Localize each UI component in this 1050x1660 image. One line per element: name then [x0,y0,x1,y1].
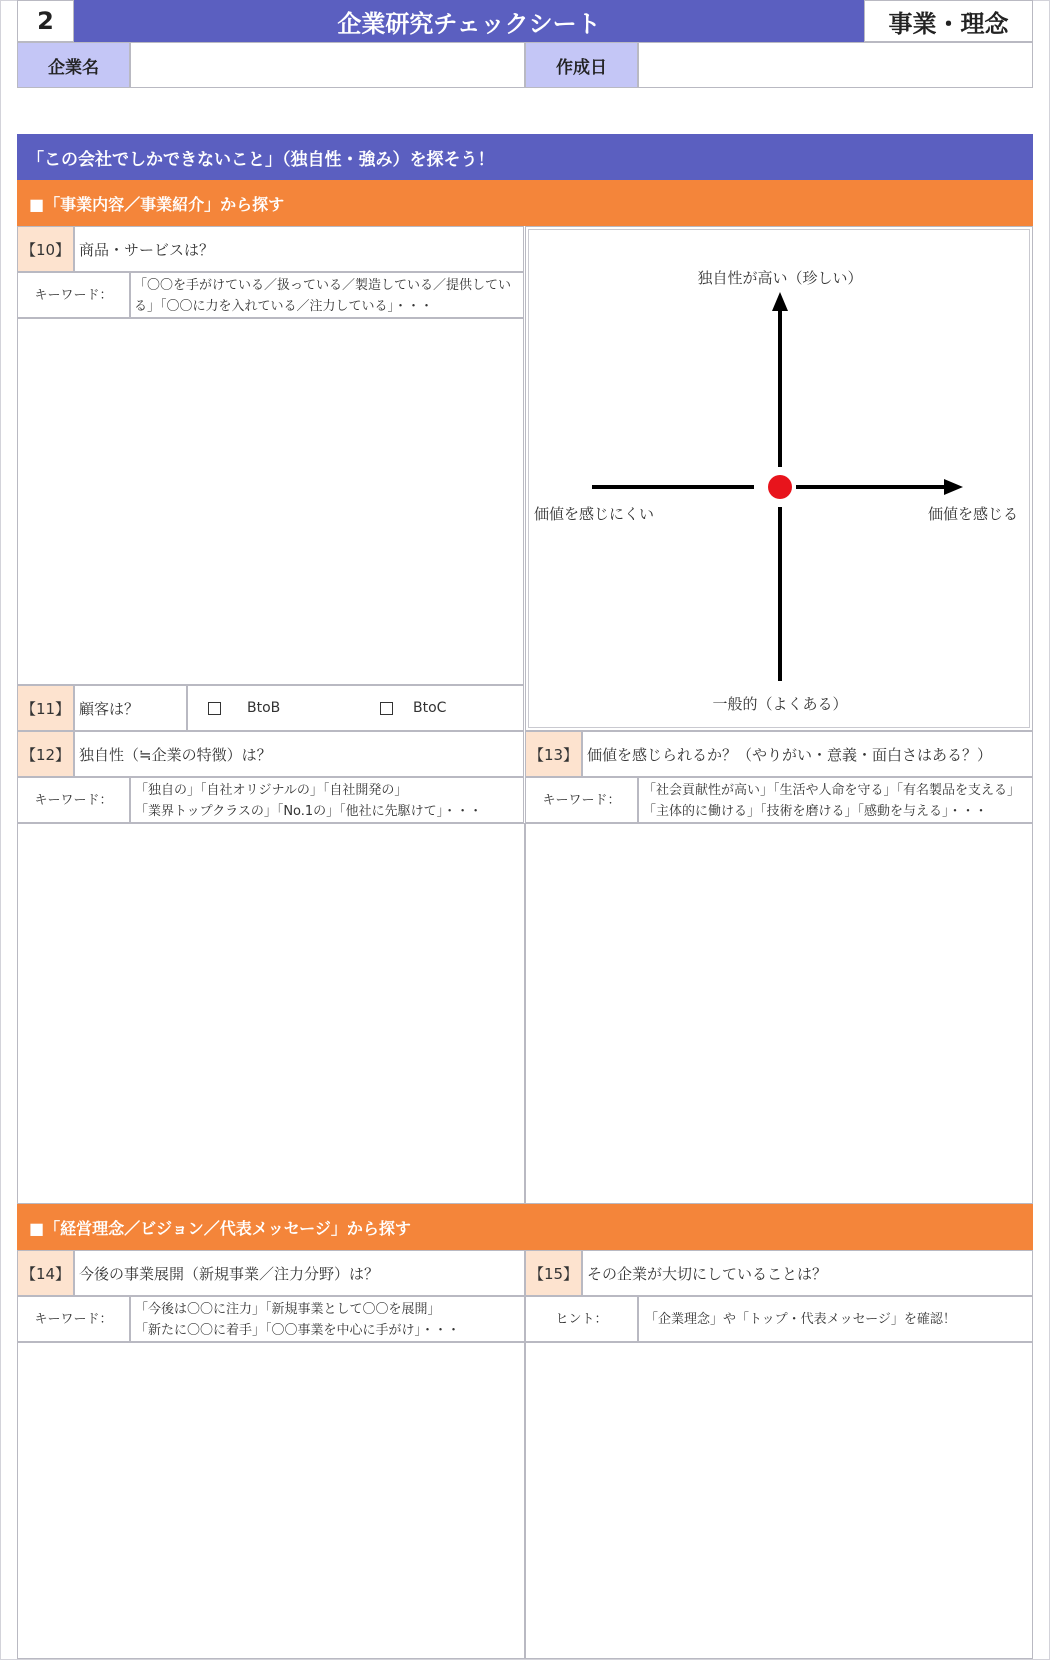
q15-question: その企業が大切にしていることは？ [582,1250,1033,1296]
checkbox-icon[interactable] [380,702,393,715]
q12-number: 【12】 [17,731,74,777]
q13-keyword-line-2: 「主体的に働ける」「技術を磨ける」「感動を与える」・・・ [643,804,988,819]
q13-keywords [638,777,1033,823]
company-name-label: 企業名 [17,42,130,88]
sheet-title: 企業研究チェックシート [74,0,864,42]
q10-keyword-label: キーワード： [17,272,130,318]
btoc-label: BtoC [413,700,447,716]
q12-question: 独自性（≒企業の特徴）は？ [74,731,524,777]
q13-keyword-label: キーワード： [525,777,638,823]
q14-question: 今後の事業展開（新規事業／注力分野）は？ [74,1250,525,1296]
q14-number: 【14】 [17,1250,74,1296]
q15-hint-label: ヒント： [525,1296,638,1342]
q14-keyword-line-1: 「今後は〇〇に注力」「新規事業として〇〇を展開」 [135,1302,441,1317]
q13-answer-area[interactable] [525,823,1033,1204]
q11-number: 【11】 [17,685,74,731]
sheet-category: 事業・理念 [864,0,1033,42]
matrix-label-bottom: 一般的（よくある） [712,695,848,713]
q11-question: 顧客は？ [74,685,187,731]
sheet-number: 2 [17,0,74,42]
uniqueness-banner: 「この会社でしかできないこと」（独自性・強み）を探そう！ [17,134,1033,180]
q12-keyword-line-2: 「業界トップクラスの」「No.1の」「他社に先駆けて」・・・ [135,804,483,819]
created-date-label: 作成日 [525,42,638,88]
x-axis-arrow-icon [944,479,963,495]
checkbox-icon[interactable] [208,702,221,715]
q12-keyword-label: キーワード： [17,777,130,823]
q15-hint-text: 「企業理念」や「トップ・代表メッセージ」を確認！ [638,1296,1033,1342]
section-philosophy-header: ■「経営理念／ビジョン／代表メッセージ」から探す [17,1204,1033,1250]
q13-question: 価値を感じられるか？（やりがい・意義・面白さはある？） [582,731,1033,777]
q13-number: 【13】 [525,731,582,777]
q10-question: 商品・サービスは？ [74,226,524,272]
q14-keyword-line-2: 「新たに〇〇に着手」「〇〇事業を中心に手がけ」・・・ [135,1323,461,1338]
q10-keyword-line-1: 「〇〇を手がけている／扱っている／製造している／提供してい [134,278,512,293]
matrix-label-right: 価値を感じる [927,505,1018,523]
q12-answer-area[interactable] [17,823,525,1204]
section-business-header: ■「事業内容／事業紹介」から探す [17,180,1033,226]
company-name-field[interactable] [130,42,525,88]
q11-option-btob[interactable] [208,685,328,731]
matrix-label-top: 独自性が高い（珍しい） [697,269,863,287]
positioning-matrix [525,226,1033,731]
matrix-axes [526,227,1034,732]
q12-keywords [130,777,524,823]
matrix-label-left: 価値を感じにくい [534,505,655,523]
q15-answer-area[interactable] [525,1342,1033,1659]
q14-keywords [130,1296,525,1342]
q10-keywords [130,272,524,318]
q10-number: 【10】 [17,226,74,272]
q13-keyword-line-1: 「社会貢献性が高い」「生活や人命を守る」「有名製品を支える」 [643,783,1021,798]
btob-label: BtoB [247,700,281,716]
q14-answer-area[interactable] [17,1342,525,1659]
q10-keyword-line-2: る」「〇〇に力を入れている／注力している」・・・ [134,299,434,314]
y-axis-arrow-icon [772,292,788,311]
q15-number: 【15】 [525,1250,582,1296]
matrix-center-marker [768,475,792,499]
q10-answer-area[interactable] [17,318,524,685]
created-date-field[interactable] [638,42,1033,88]
q12-keyword-line-1: 「独自の」「自社オリジナルの」「自社開発の」 [135,783,408,798]
q14-keyword-label: キーワード： [17,1296,130,1342]
q11-option-btoc[interactable] [380,685,500,731]
